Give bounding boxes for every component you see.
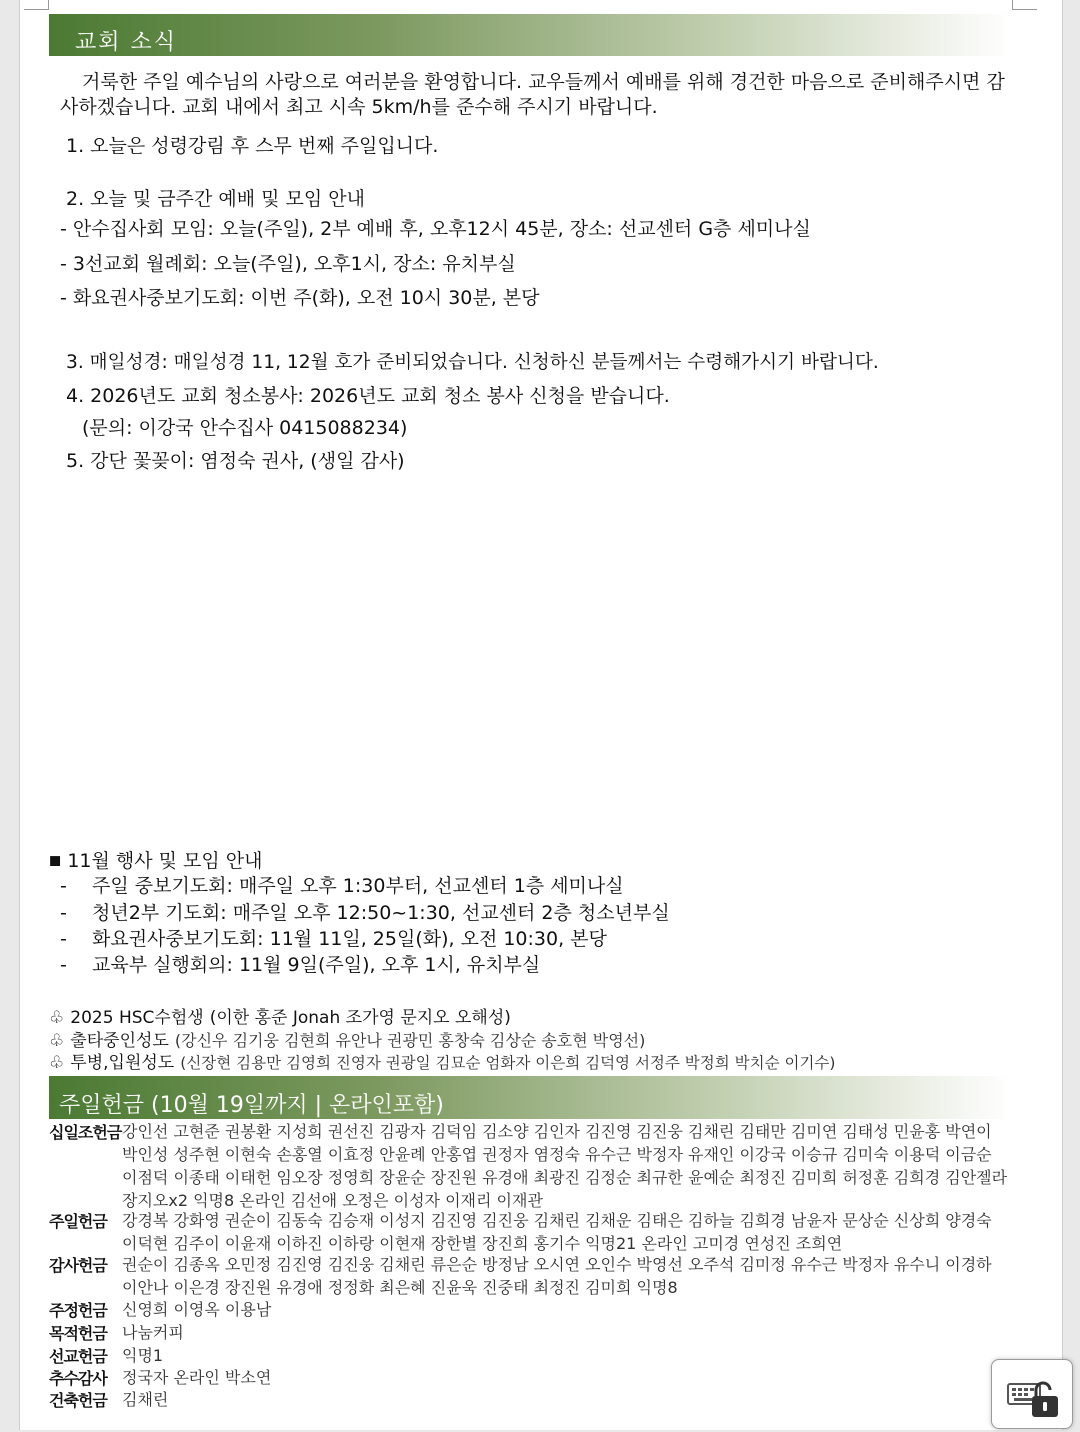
offering-row bbox=[49, 1253, 1014, 1299]
keyboard-lock-button[interactable] bbox=[991, 1359, 1073, 1429]
november-events-title bbox=[49, 850, 263, 873]
crop-mark-left bbox=[24, 0, 49, 10]
offering-names: 익명1 bbox=[122, 1346, 164, 1365]
offering-label: 선교헌금 bbox=[49, 1347, 107, 1366]
news-item-5: 5. 강단 꽃꽂이: 염정숙 권사, (생일 감사) bbox=[66, 450, 405, 472]
offering-names: 나눔커피 bbox=[122, 1323, 184, 1342]
prayer-group-title: 출타중인성도 bbox=[70, 1031, 169, 1051]
offering-label: 주일헌금 bbox=[49, 1212, 107, 1231]
offering-row bbox=[49, 1298, 1014, 1321]
news-section-header bbox=[49, 14, 1011, 56]
prayer-group-row bbox=[49, 1029, 645, 1052]
offering-label: 주정헌금 bbox=[49, 1301, 107, 1320]
offering-label: 건축헌금 bbox=[49, 1391, 107, 1410]
offering-row bbox=[49, 1388, 1014, 1411]
november-event-line: - 주일 중보기도회: 매주일 오후 1:30부터, 선교센터 1층 세미나실 bbox=[60, 875, 624, 897]
clover-icon: ♧ bbox=[49, 1008, 65, 1028]
news-item-2-line: - 안수집사회 모임: 오늘(주일), 2부 예배 후, 오후12시 45분, 장소: 선교센터 G층 세미나실 bbox=[60, 218, 811, 240]
offering-label: 목적헌금 bbox=[49, 1324, 107, 1343]
bullet-icon: ■ bbox=[49, 853, 62, 869]
offering-label: 추수감사 bbox=[49, 1369, 107, 1388]
news-item-4: 4. 2026년도 교회 청소봉사: 2026년도 교회 청소 봉사 신청을 받습니다. bbox=[66, 385, 670, 407]
news-item-1: 1. 오늘은 성령강림 후 스무 번째 주일입니다. bbox=[66, 135, 439, 157]
prayer-group-row bbox=[49, 1051, 835, 1074]
offering-section-header bbox=[49, 1076, 1011, 1119]
news-item-2-line: - 화요권사중보기도회: 이번 주(화), 오전 10시 30분, 본당 bbox=[60, 287, 540, 309]
keyboard-lock-icon bbox=[992, 1360, 1072, 1428]
november-event-line: - 교육부 실행회의: 11월 9일(주일), 오후 1시, 유치부실 bbox=[60, 954, 541, 976]
offering-names: 권순이 김종옥 오민정 김진영 김진웅 김채린 류은순 방정남 오시연 오인수 박영선 오주석 김미정 유수근 박정자 유수니 이경하 이안나 이은경 장진원 유경애 정정화 최은혜 진윤욱 진중태 최정진 김미희 익명8 bbox=[122, 1255, 992, 1297]
offering-row bbox=[49, 1120, 1014, 1212]
prayer-group-names: (강신우 김기웅 김현희 유안나 권광민 홍창숙 김상순 송호현 박영선) bbox=[174, 1031, 646, 1050]
offering-row bbox=[49, 1321, 1014, 1344]
offering-names: 강인선 고현준 권봉환 지성희 권선진 김광자 김덕임 김소양 김인자 김진영 김진웅 김채린 김태만 김미연 김태성 민윤홍 박연이 박인성 성주현 이현숙 손홍열 이효정 안윤례 안홍엽 권정자 염정숙 유수근 박정자 유재인 이강국 이승규 김미숙 이용덕 이금순 이점덕 이종태 이태헌 임오장 정영희 장윤순 장진원 유경애 최광진 김정순 최규한 윤예순 최정진 김미희 허정훈 김희경 김안젤라 장지오x2 익명8 온라인 김선애 오정은 이성자 이재리 이재관 bbox=[122, 1122, 1008, 1210]
november-event-text: 화요권사중보기도회: 11월 11일, 25일(화), 오전 10:30, 본당 bbox=[92, 928, 607, 950]
offering-row bbox=[49, 1344, 1014, 1367]
offering-header-title: 주일헌금 (10월 19일까지 | 온라인포함) bbox=[59, 1093, 444, 1118]
news-item-3: 3. 매일성경: 매일성경 11, 12월 호가 준비되었습니다. 신청하신 분들께서는 수령해가시기 바랍니다. bbox=[66, 352, 879, 373]
offering-label: 십일조헌금 bbox=[49, 1123, 122, 1142]
crop-mark-right bbox=[1012, 0, 1037, 10]
news-item-4-contact: (문의: 이강국 안수집사 0415088234) bbox=[82, 417, 408, 439]
offering-names: 강경복 강화영 권순이 김동숙 김승재 이성지 김진영 김진웅 김채린 김채운 김태은 김하늘 김희경 남윤자 문상순 신상희 양경숙 이덕현 김주이 이윤재 이하진 이하랑 이현재 장한별 장진희 홍기수 익명21 온라인 고미경 연성진 조희연 bbox=[122, 1211, 992, 1253]
offering-label: 감사헌금 bbox=[49, 1256, 107, 1275]
offering-names: 정국자 온라인 박소연 bbox=[122, 1368, 272, 1387]
offering-row bbox=[49, 1366, 1014, 1389]
november-event-text: 청년2부 기도회: 매주일 오후 12:50~1:30, 선교센터 2층 청소년부실 bbox=[92, 902, 670, 924]
offering-row bbox=[49, 1209, 1014, 1255]
welcome-paragraph: 거룩한 주일 예수님의 사랑으로 여러분을 환영합니다. 교우들께서 예배를 위해 경건한 마음으로 준비해주시면 감사하겠습니다. 교회 내에서 최고 시속 5km/h를 준수해 주시기 바랍니다. bbox=[60, 71, 1005, 118]
prayer-group-title: 2025 HSC수험생 bbox=[70, 1008, 204, 1028]
news-item-2-line: - 3선교회 월례회: 오늘(주일), 오후1시, 장소: 유치부실 bbox=[60, 253, 516, 275]
clover-icon: ♧ bbox=[49, 1053, 65, 1073]
november-event-text: 교육부 실행회의: 11월 9일(주일), 오후 1시, 유치부실 bbox=[92, 954, 541, 976]
november-event-text: 주일 중보기도회: 매주일 오후 1:30부터, 선교센터 1층 세미나실 bbox=[92, 875, 624, 897]
prayer-group-names: (이한 홍준 Jonah 조가영 문지오 오해성) bbox=[209, 1008, 511, 1028]
news-header-title: 교회 소식 bbox=[75, 30, 178, 55]
november-title-text: 11월 행사 및 모임 안내 bbox=[67, 850, 263, 872]
offering-names: 신영희 이영옥 이용남 bbox=[122, 1300, 272, 1319]
prayer-group-row bbox=[49, 1006, 511, 1029]
prayer-group-title: 투병,입원성도 bbox=[70, 1053, 175, 1073]
november-event-line: - 청년2부 기도회: 매주일 오후 12:50~1:30, 선교센터 2층 청소년부실 bbox=[60, 902, 670, 924]
offering-names: 김채린 bbox=[122, 1390, 169, 1409]
november-event-line: - 화요권사중보기도회: 11월 11일, 25일(화), 오전 10:30, 본당 bbox=[60, 928, 607, 950]
news-item-2-title: 2. 오늘 및 금주간 예배 및 모임 안내 bbox=[66, 188, 366, 210]
prayer-group-names: (신장현 김용만 김영희 진영자 권광일 김묘순 엄화자 이은희 김덕영 서정주 박정희 박치순 이기수) bbox=[180, 1054, 836, 1072]
clover-icon: ♧ bbox=[49, 1031, 65, 1051]
